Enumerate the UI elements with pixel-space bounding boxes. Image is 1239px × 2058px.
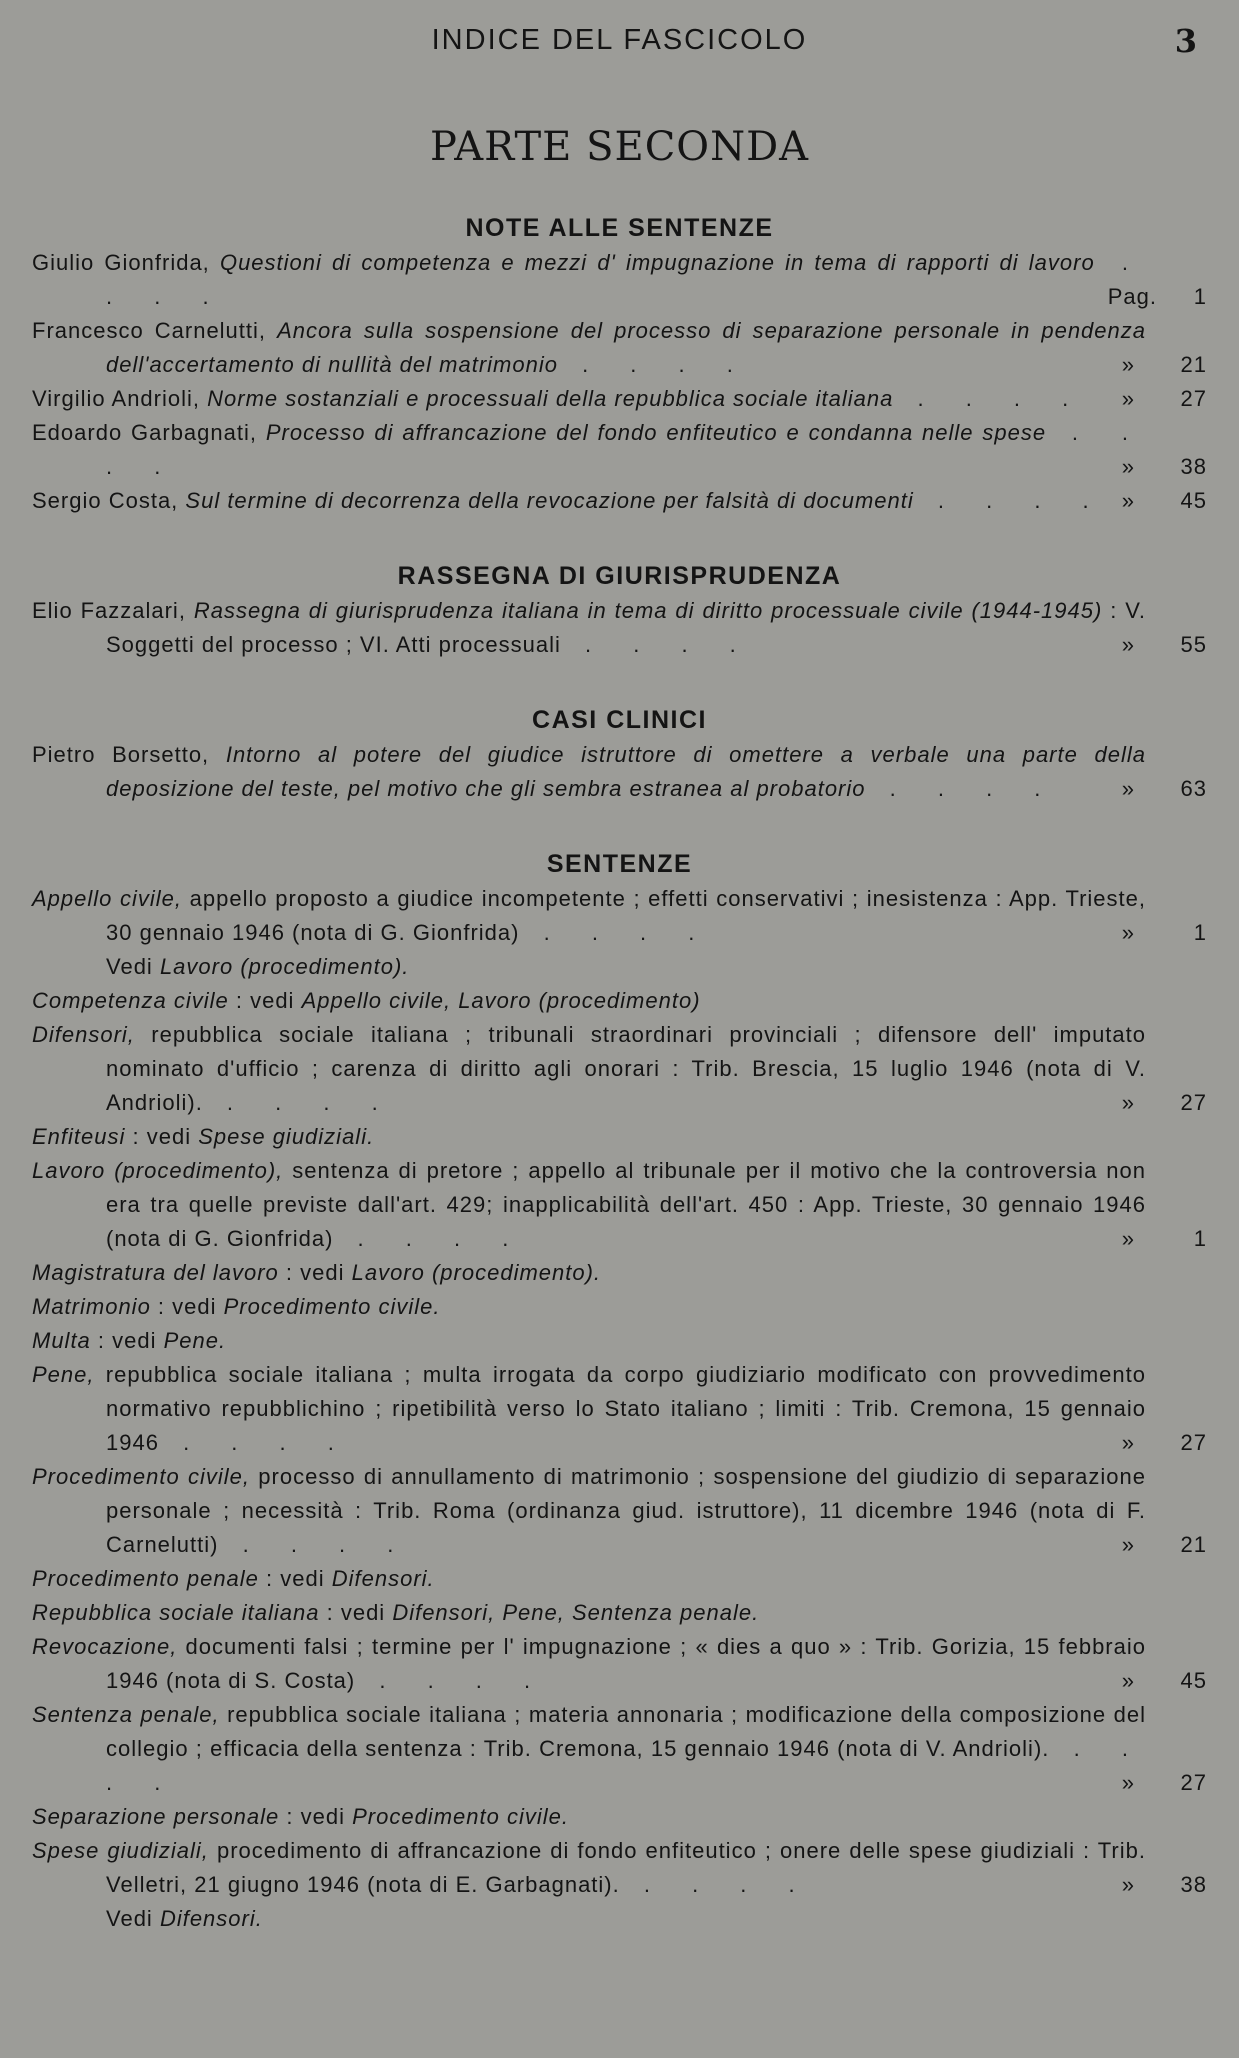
entry-heading: Difensori, — [32, 1022, 135, 1047]
part-title: PARTE SECONDA — [429, 124, 810, 170]
entry-text — [32, 1800, 1146, 1834]
sentenze-entry — [32, 1834, 1207, 1902]
ditto-mark: » — [1121, 386, 1135, 411]
dot-leader: . . . . — [865, 776, 1059, 801]
entry-text — [32, 984, 1146, 1018]
dot-leader: . . . . — [202, 1090, 396, 1115]
entry-page: 45 — [1180, 1668, 1207, 1693]
entry-ref: Procedimento civile. — [352, 1804, 569, 1829]
entry-ref: Difensori, Pene, Sentenza penale. — [392, 1600, 760, 1625]
section-heading-note: NOTE ALLE SENTENZE — [465, 214, 774, 242]
index-entry — [32, 594, 1207, 662]
sentenze-entry — [32, 1324, 1207, 1358]
entry-ref: Spese giudiziali. — [198, 1124, 375, 1149]
entry-text — [32, 1834, 1146, 1902]
ditto-mark: » — [1121, 352, 1135, 377]
index-entry — [32, 314, 1207, 382]
dot-leader: . . . . — [355, 1668, 549, 1693]
entry-text — [32, 1154, 1146, 1256]
entry-author: Elio Fazzalari, — [32, 598, 194, 623]
entry-page: 45 — [1180, 488, 1207, 513]
entry-body: appello proposto a giudice incompetente ; effetti conservativi ; inesistenza : App. Trieste, 30 gennaio 1946 (nota di G. Gionfrida) — [106, 886, 1147, 945]
sentenze-entry — [32, 1290, 1207, 1324]
entry-title: Intorno al potere del giudice istruttore di omettere a verbale una parte della deposizione del teste, pel motivo che gli sembra estranea al probatorio — [106, 742, 1146, 801]
entry-heading: Spese giudiziali, — [32, 1838, 209, 1863]
see-also-entry — [32, 1902, 1207, 1936]
entry-body: repubblica sociale italiana ; tribunali straordinari provinciali ; difensore dell' imputato nominato d'ufficio ; carenza di diritto agli onorari : Trib. Brescia, 15 luglio 1946 (nota di V. Andrioli). — [106, 1022, 1146, 1115]
sentenze-entry — [32, 1596, 1207, 1630]
sentenze-entry — [32, 882, 1207, 950]
entry-body: : vedi — [150, 1294, 224, 1319]
entry-title: Ancora sulla sospensione del processo di separazione personale in pendenza dell'accertamento di nullità del matrimonio — [106, 318, 1146, 377]
entry-body: : vedi — [228, 988, 302, 1013]
see-label: Vedi — [106, 1906, 160, 1931]
entry-body: : vedi — [125, 1124, 199, 1149]
entry-text — [32, 484, 1146, 518]
entry-rest: : V. Soggetti del processo ; VI. Atti processuali — [106, 598, 1146, 657]
entry-title: Processo di affrancazione del fondo enfiteutico e condanna nelle spese — [265, 420, 1047, 445]
ditto-mark: » — [1121, 1668, 1135, 1693]
entry-page: 55 — [1180, 632, 1207, 657]
section-heading-sentenze: SENTENZE — [546, 850, 693, 878]
entry-page: 63 — [1180, 776, 1207, 801]
index-entry — [32, 382, 1207, 416]
entry-text — [32, 1562, 1146, 1596]
ditto-mark: » — [1121, 1090, 1135, 1115]
entry-page: 21 — [1180, 1532, 1207, 1557]
entry-author: Edoardo Garbagnati, — [32, 420, 266, 445]
ditto-mark: » — [1121, 776, 1135, 801]
entry-body: processo di annullamento di matrimonio ; sospensione del giudizio di separazione personale ; necessità : Trib. Roma (ordinanza giud. istruttore), 11 dicembre 1946 (nota di F. Carnelutti) — [106, 1464, 1146, 1557]
entry-heading: Magistratura del lavoro — [32, 1260, 279, 1285]
entry-body: procedimento di affrancazione di fondo enfiteutico ; onere delle spese giudiziali : Trib. Velletri, 21 giugno 1946 (nota di E. Garbagnati). — [106, 1838, 1146, 1897]
entry-text — [32, 1358, 1146, 1460]
sentenze-entry — [32, 1800, 1207, 1834]
ditto-mark: » — [1121, 454, 1135, 479]
entry-ref: Procedimento civile. — [223, 1294, 441, 1319]
ditto-mark: » — [1121, 1532, 1135, 1557]
dot-leader: . . . . — [893, 386, 1087, 411]
sentenze-entry — [32, 1460, 1207, 1562]
entry-text — [32, 1120, 1146, 1154]
entry-author: Sergio Costa, — [32, 488, 186, 513]
see-ref: Difensori. — [159, 1906, 263, 1931]
entry-page: 1 — [1193, 284, 1207, 309]
entry-text — [32, 1902, 1146, 1936]
entry-text — [32, 1596, 1146, 1630]
entry-page: 1 — [1193, 1226, 1207, 1251]
entry-body: sentenza di pretore ; appello al tribunale per il motivo che la controversia non era tra quelle previste dall'art. 429; inapplicabilità dell'art. 450 : App. Trieste, 30 gennaio 1946 (nota di G. Gionfrida) — [106, 1158, 1146, 1251]
entry-page: 27 — [1180, 1430, 1207, 1455]
entry-title: Questioni di competenza e mezzi d' impugnazione in tema di rapporti di lavoro — [219, 250, 1095, 275]
sentenze-entry — [32, 1562, 1207, 1596]
see-label: Vedi — [106, 954, 160, 979]
entry-text — [32, 1460, 1146, 1562]
entry-text — [32, 314, 1146, 382]
entry-author: Virgilio Andrioli, — [32, 386, 208, 411]
sentenze-entry — [32, 1120, 1207, 1154]
dot-leader: . . . . — [560, 632, 754, 657]
ditto-mark: » — [1121, 920, 1135, 945]
index-entry — [32, 246, 1207, 314]
sentenze-entry — [32, 1358, 1207, 1460]
entry-text — [32, 416, 1146, 484]
see-also-entry — [32, 950, 1207, 984]
entry-author: Francesco Carnelutti, — [32, 318, 278, 343]
dot-leader: . . . . — [106, 250, 1146, 309]
section-heading-casi: CASI CLINICI — [532, 706, 707, 734]
sentenze-entry — [32, 1630, 1207, 1698]
entry-page: 27 — [1180, 1770, 1207, 1795]
entry-body: : vedi — [258, 1566, 332, 1591]
dot-leader: . . . . — [218, 1532, 412, 1557]
entry-heading: Enfiteusi — [32, 1124, 126, 1149]
entry-heading: Pene, — [32, 1362, 95, 1387]
entry-ref: Appello civile, Lavoro (procedimento) — [301, 988, 701, 1013]
sentenze-entry — [32, 1698, 1207, 1800]
entry-text — [32, 594, 1146, 662]
sentenze-entry — [32, 1018, 1207, 1120]
entry-author: Pietro Borsetto, — [32, 742, 226, 767]
entry-title: Norme sostanziali e processuali della repubblica sociale italiana — [207, 386, 894, 411]
dot-leader: . . . . — [519, 920, 713, 945]
dot-leader: . . . . — [333, 1226, 527, 1251]
ditto-mark: » — [1121, 1430, 1135, 1455]
entry-text — [32, 1324, 1146, 1358]
casi-list — [32, 738, 1207, 806]
dot-leader: . . . . — [913, 488, 1107, 513]
dot-leader: . . . . — [619, 1872, 813, 1897]
dot-leader: . . . . — [158, 1430, 352, 1455]
sentenze-entry — [32, 1154, 1207, 1256]
see-ref: Lavoro (procedimento). — [159, 954, 410, 979]
sentenze-list — [32, 882, 1207, 1936]
section-heading-rassegna: RASSEGNA DI GIURISPRUDENZA — [397, 562, 842, 590]
index-entry — [32, 416, 1207, 484]
entry-text — [32, 246, 1146, 314]
ditto-mark: » — [1121, 1872, 1135, 1897]
index-content — [32, 210, 1207, 1936]
entry-heading: Matrimonio — [32, 1294, 151, 1319]
entry-text — [32, 738, 1146, 806]
entry-text — [32, 1698, 1146, 1800]
entry-text — [32, 950, 1146, 984]
entry-text — [32, 1018, 1146, 1120]
entry-body: : vedi — [90, 1328, 164, 1353]
entry-page: 21 — [1180, 352, 1207, 377]
entry-heading: Appello civile, — [32, 886, 183, 911]
entry-page: 1 — [1193, 920, 1207, 945]
note-list — [32, 246, 1207, 518]
entry-heading: Repubblica sociale italiana — [32, 1600, 320, 1625]
entry-page: 38 — [1180, 1872, 1207, 1897]
pag-label: Pag. — [1107, 284, 1157, 309]
entry-page: 38 — [1180, 454, 1207, 479]
entry-body: : vedi — [278, 1260, 352, 1285]
entry-heading: Multa — [32, 1328, 91, 1353]
page-number: 3 — [1174, 22, 1197, 60]
entry-body: documenti falsi ; termine per l' impugnazione ; « dies a quo » : Trib. Gorizia, 15 febbraio 1946 (nota di S. Costa) — [106, 1634, 1146, 1693]
entry-body: : vedi — [279, 1804, 353, 1829]
entry-heading: Revocazione, — [32, 1634, 178, 1659]
ditto-mark: » — [1121, 488, 1135, 513]
entry-text — [32, 382, 1146, 416]
dot-leader: . . . . — [557, 352, 751, 377]
entry-heading: Sentenza penale, — [32, 1702, 220, 1727]
sentenze-entry — [32, 1256, 1207, 1290]
entry-heading: Procedimento civile, — [32, 1464, 251, 1489]
entry-ref: Lavoro (procedimento). — [351, 1260, 602, 1285]
sentenze-entry — [32, 984, 1207, 1018]
index-entry — [32, 484, 1207, 518]
entry-heading: Separazione personale — [32, 1804, 280, 1829]
index-entry — [32, 738, 1207, 806]
running-title: INDICE DEL FASCICOLO — [431, 24, 808, 56]
entry-text — [32, 1630, 1146, 1698]
ditto-mark: » — [1121, 632, 1135, 657]
ditto-mark: » — [1121, 1226, 1135, 1251]
ditto-mark: » — [1121, 1770, 1135, 1795]
entry-text — [32, 882, 1146, 950]
dot-leader: . . . . — [106, 420, 1146, 479]
entry-text — [32, 1256, 1146, 1290]
entry-page: 27 — [1180, 386, 1207, 411]
entry-body: : vedi — [319, 1600, 393, 1625]
entry-text — [32, 1290, 1146, 1324]
entry-heading: Procedimento penale — [32, 1566, 259, 1591]
entry-page: 27 — [1180, 1090, 1207, 1115]
entry-body: repubblica sociale italiana ; multa irrogata da corpo giudiziario modificato con provvedimento normativo repubblichino ; ripetibilità verso lo Stato italiano ; limiti : Trib. Cremona, 15 gennaio 1946 — [94, 1362, 1146, 1455]
entry-title: Rassegna di giurisprudenza italiana in tema di diritto processuale civile (1944-1945) — [193, 598, 1103, 623]
entry-title: Sul termine di decorrenza della revocazione per falsità di documenti — [185, 488, 914, 513]
entry-author: Giulio Gionfrida, — [32, 250, 220, 275]
entry-heading: Competenza civile — [32, 988, 229, 1013]
entry-heading: Lavoro (procedimento), — [32, 1158, 284, 1183]
entry-ref: Difensori. — [331, 1566, 435, 1591]
entry-ref: Pene. — [163, 1328, 227, 1353]
dot-leader: . . . . — [106, 1736, 1147, 1795]
rassegna-list — [32, 594, 1207, 662]
entry-body: repubblica sociale italiana ; materia annonaria ; modificazione della composizione del collegio ; efficacia della sentenza : Trib. Cremona, 15 gennaio 1946 (nota di V. Andrioli). — [106, 1702, 1146, 1761]
